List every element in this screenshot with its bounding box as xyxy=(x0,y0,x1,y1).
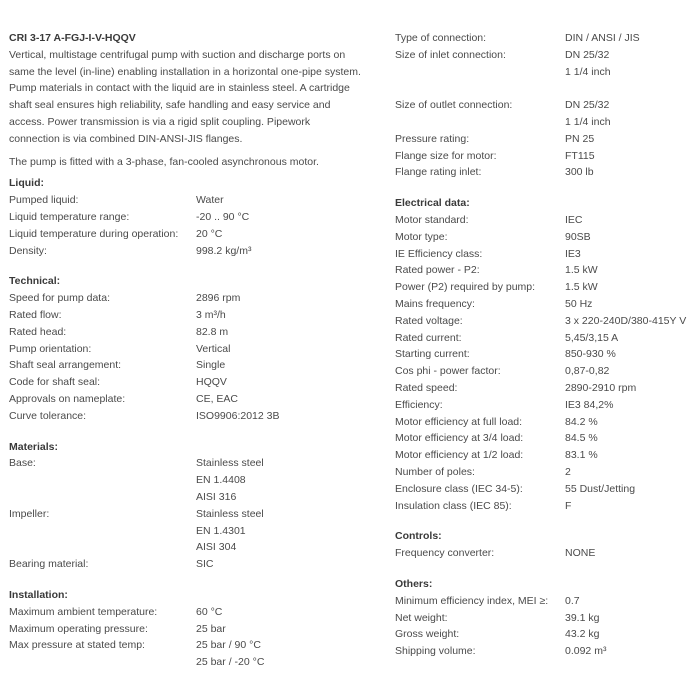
spec-value: 2 xyxy=(565,465,571,478)
spec-row-motor-efficiency-at-full-load xyxy=(395,414,700,431)
spec-row-pumped-liquid xyxy=(9,192,384,209)
spec-values xyxy=(196,455,264,505)
spec-label: Frequency converter: xyxy=(395,547,495,560)
spec-values xyxy=(196,556,214,573)
product-title: CRI 3-17 A-FGJ-I-V-HQQV xyxy=(9,32,136,44)
spec-values xyxy=(565,593,580,610)
spec-values xyxy=(196,192,224,209)
spec-values xyxy=(565,481,635,498)
spec-label: Maximum operating pressure: xyxy=(9,622,148,635)
left-spec-sections xyxy=(9,175,384,671)
left-column xyxy=(9,30,384,671)
spec-row-minimum-efficiency-index-mei xyxy=(395,593,700,610)
spec-row-gross-weight xyxy=(395,626,700,643)
spec-values xyxy=(565,262,598,279)
spec-value: 25 bar / -20 °C xyxy=(196,656,265,669)
spec-value: 0,87-0,82 xyxy=(565,365,610,378)
spec-value: 0.092 m³ xyxy=(565,645,607,658)
spec-label: Rated speed: xyxy=(395,381,458,394)
spec-value: CE, EAC xyxy=(196,392,239,405)
section-title-technical: Technical: xyxy=(9,275,61,288)
spec-label: Starting current: xyxy=(395,348,470,361)
spec-values xyxy=(196,357,225,374)
spec-value: SIC xyxy=(196,558,214,571)
spec-label: Motor efficiency at full load: xyxy=(395,415,523,428)
spec-row-motor-type xyxy=(395,229,700,246)
spec-row-rated-voltage xyxy=(395,313,700,330)
spec-value: 60 °C xyxy=(196,605,223,618)
spec-value: F xyxy=(565,499,572,512)
spec-value: ISO9906:2012 3B xyxy=(196,409,280,422)
spec-row-rated-speed xyxy=(395,380,700,397)
description-line: Pump materials in contact with the liquid are in stainless steel. A cartridge xyxy=(9,82,350,95)
spec-value: IEC xyxy=(565,213,583,226)
spec-value: DIN / ANSI / JIS xyxy=(565,32,640,44)
spec-row-impeller xyxy=(9,506,384,556)
spec-label: Shaft seal arrangement: xyxy=(9,359,122,372)
spec-label: Net weight: xyxy=(395,611,448,624)
spec-row-number-of-poles xyxy=(395,464,700,481)
description-line: Vertical, multistage centrifugal pump with suction and discharge ports on xyxy=(9,48,346,61)
spec-row-cos-phi-power-factor xyxy=(395,363,700,380)
spec-values xyxy=(196,604,222,621)
spec-value: IE3 xyxy=(565,247,581,260)
spec-label: Cos phi - power factor: xyxy=(395,365,501,378)
spec-value: 25 bar xyxy=(196,622,226,635)
spec-label: Power (P2) required by pump: xyxy=(395,281,536,294)
spec-values xyxy=(565,313,686,330)
spec-label: Enclosure class (IEC 34-5): xyxy=(395,482,523,495)
spec-label: Speed for pump data: xyxy=(9,292,110,305)
spec-values xyxy=(565,363,609,380)
spec-values xyxy=(196,341,230,358)
spec-value: DN 25/32 xyxy=(565,48,610,61)
spec-values xyxy=(196,226,222,243)
spec-value: 300 lb xyxy=(565,166,594,179)
spec-value: 39.1 kg xyxy=(565,611,600,624)
spec-row-maximum-ambient-temperature xyxy=(9,604,384,621)
spec-label: Code for shaft seal: xyxy=(9,376,101,389)
right-column xyxy=(395,30,700,660)
product-description xyxy=(9,47,384,148)
spec-label: Max pressure at stated temp: xyxy=(9,639,145,652)
spec-label: Motor type: xyxy=(395,230,448,243)
spec-values xyxy=(196,209,249,226)
spec-row-base xyxy=(9,455,384,505)
spec-row-maximum-operating-pressure xyxy=(9,621,384,638)
spec-value: IE3 84,2% xyxy=(565,398,614,411)
spec-row-bearing-material xyxy=(9,556,384,573)
spec-values xyxy=(196,621,226,638)
spec-value: 82.8 m xyxy=(196,325,229,338)
spec-label: Minimum efficiency index, MEI ≥: xyxy=(395,594,549,607)
spec-row-mains-frequency xyxy=(395,296,700,313)
spec-values xyxy=(565,545,595,562)
spec-values xyxy=(565,498,571,515)
spec-label: Number of poles: xyxy=(395,465,475,478)
spec-label: Flange rating inlet: xyxy=(395,166,482,179)
spec-row-flange-rating-inlet xyxy=(395,164,700,181)
spec-values xyxy=(196,243,251,260)
spec-values xyxy=(196,408,279,425)
spec-value: 1 1/4 inch xyxy=(565,65,611,78)
spec-row-enclosure-class-iec-34-5 xyxy=(395,481,700,498)
spec-values xyxy=(565,447,598,464)
spec-value: PN 25 xyxy=(565,132,595,145)
spec-label: Maximum ambient temperature: xyxy=(9,605,158,618)
spec-row-pump-orientation xyxy=(9,341,384,358)
spec-values xyxy=(565,626,599,643)
spec-values xyxy=(565,229,591,246)
spec-value: 2890-2910 rpm xyxy=(565,381,637,394)
spec-row-motor-efficiency-at-1-2-load xyxy=(395,447,700,464)
spec-value: Stainless steel xyxy=(196,457,264,470)
spec-label: Rated current: xyxy=(395,331,462,344)
section-title-controls: Controls: xyxy=(395,530,442,543)
spec-value: 1 1/4 inch xyxy=(565,115,611,128)
description-line: same the level (in-line) enabling installation in a horizontal one-pipe system. xyxy=(9,65,361,78)
spec-row-type-of-connection xyxy=(395,30,700,47)
spec-value: EN 1.4408 xyxy=(196,474,246,487)
spec-label: Curve tolerance: xyxy=(9,409,87,422)
spec-row-max-pressure-at-stated-temp xyxy=(9,637,384,671)
spec-row-size-of-outlet-connection xyxy=(395,97,700,131)
spec-row-code-for-shaft-seal xyxy=(9,374,384,391)
spec-values xyxy=(565,610,599,627)
spec-values xyxy=(196,506,264,556)
section-title-electrical-data: Electrical data: xyxy=(395,197,470,210)
spec-value: 0.7 xyxy=(565,594,580,607)
spec-label: Type of connection: xyxy=(395,32,487,44)
spec-row-shaft-seal-arrangement xyxy=(9,357,384,374)
spec-row-rated-flow xyxy=(9,307,384,324)
spec-label: Impeller: xyxy=(9,507,50,520)
spec-row-rated-head xyxy=(9,324,384,341)
spec-values xyxy=(565,30,640,47)
spec-label: Base: xyxy=(9,457,36,470)
spec-label: Rated voltage: xyxy=(395,314,463,327)
spec-value: 84.5 % xyxy=(565,432,598,445)
spec-values xyxy=(565,296,592,313)
spec-row-motor-standard xyxy=(395,212,700,229)
description-line: access. Power transmission is via a rigid split coupling. Pipework xyxy=(9,115,311,128)
spec-values xyxy=(565,246,581,263)
spec-values xyxy=(565,330,618,347)
spec-values xyxy=(565,97,611,131)
spec-values xyxy=(196,290,240,307)
spec-value: 20 °C xyxy=(196,227,223,240)
spec-row-curve-tolerance xyxy=(9,408,384,425)
spec-values xyxy=(565,47,611,81)
right-spec-sections xyxy=(395,30,700,660)
spec-values xyxy=(565,643,606,660)
spec-row-density xyxy=(9,243,384,260)
spec-value: 43.2 kg xyxy=(565,628,600,641)
spec-row-speed-for-pump-data xyxy=(9,290,384,307)
spec-value: EN 1.4301 xyxy=(196,524,246,537)
spec-values xyxy=(565,397,613,414)
spec-values xyxy=(565,148,595,165)
spec-value: 3 x 220-240D/380-415Y V xyxy=(565,314,687,327)
spec-values xyxy=(565,430,598,447)
spec-values xyxy=(196,307,226,324)
description-line: shaft seal ensures high reliability, safe handling and easy service and xyxy=(9,99,331,112)
spec-values xyxy=(565,212,583,229)
description-line: connection is via combined DIN-ANSI-JIS flanges. xyxy=(9,132,243,145)
spec-row-ie-efficiency-class xyxy=(395,246,700,263)
spec-label: Motor efficiency at 1/2 load: xyxy=(395,449,524,462)
spec-label: IE Efficiency class: xyxy=(395,247,483,260)
spec-row-flange-size-for-motor xyxy=(395,148,700,165)
section-title-others: Others: xyxy=(395,577,433,590)
spec-label: Motor standard: xyxy=(395,213,469,226)
spec-label: Motor efficiency at 3/4 load: xyxy=(395,432,524,445)
spec-label: Mains frequency: xyxy=(395,297,475,310)
spec-label: Size of inlet connection: xyxy=(395,48,506,61)
spec-value: Single xyxy=(196,359,226,372)
spec-row-insulation-class-iec-85 xyxy=(395,498,700,515)
spec-value: 90SB xyxy=(565,230,591,243)
spec-value: 84.2 % xyxy=(565,415,598,428)
spec-row-approvals-on-nameplate xyxy=(9,391,384,408)
spec-row-shipping-volume xyxy=(395,643,700,660)
spec-values xyxy=(196,391,238,408)
spec-row-frequency-converter xyxy=(395,545,700,562)
spec-value: 83.1 % xyxy=(565,449,598,462)
spec-value: 3 m³/h xyxy=(196,308,226,321)
section-title-liquid: Liquid: xyxy=(9,177,44,190)
spec-row-size-of-inlet-connection xyxy=(395,47,700,81)
spec-row-power-p2-required-by-pump xyxy=(395,279,700,296)
spec-label: Size of outlet connection: xyxy=(395,99,513,112)
spec-label: Density: xyxy=(9,244,47,257)
spec-values xyxy=(565,346,616,363)
spec-label: Liquid temperature during operation: xyxy=(9,227,179,240)
spec-label: Gross weight: xyxy=(395,628,460,641)
spec-label: Rated power - P2: xyxy=(395,264,480,277)
spec-row-net-weight xyxy=(395,610,700,627)
spec-label: Approvals on nameplate: xyxy=(9,392,126,405)
spec-value: NONE xyxy=(565,547,596,560)
spec-row-pressure-rating xyxy=(395,131,700,148)
section-title-installation: Installation: xyxy=(9,588,68,601)
spec-label: Efficiency: xyxy=(395,398,443,411)
spec-value: AISI 316 xyxy=(196,490,237,503)
spec-label: Pump orientation: xyxy=(9,342,92,355)
spec-value: 2896 rpm xyxy=(196,292,241,305)
motor-note: The pump is fitted with a 3-phase, fan-cooled asynchronous motor. xyxy=(9,155,319,168)
spec-row-liquid-temperature-during-operation xyxy=(9,226,384,243)
spec-label: Insulation class (IEC 85): xyxy=(395,499,512,512)
section-title-materials: Materials: xyxy=(9,440,59,453)
spec-values xyxy=(196,324,228,341)
spec-value: FT115 xyxy=(565,149,595,162)
spec-value: 55 Dust/Jetting xyxy=(565,482,636,495)
spec-value: 850-930 % xyxy=(565,348,616,361)
spec-values xyxy=(565,464,571,481)
spec-value: Water xyxy=(196,194,224,207)
spec-value: -20 .. 90 °C xyxy=(196,210,250,223)
spec-row-rated-power-p2 xyxy=(395,262,700,279)
spec-label: Shipping volume: xyxy=(395,645,476,658)
spec-value: 1.5 kW xyxy=(565,281,598,294)
spec-values xyxy=(565,131,594,148)
spec-value: 50 Hz xyxy=(565,297,593,310)
spec-label: Flange size for motor: xyxy=(395,149,497,162)
spec-values xyxy=(565,414,598,431)
spec-values xyxy=(565,279,598,296)
spec-value: HQQV xyxy=(196,376,227,389)
spec-label: Pressure rating: xyxy=(395,132,470,145)
spec-value: AISI 304 xyxy=(196,541,237,554)
spec-values xyxy=(565,380,636,397)
spec-row-efficiency xyxy=(395,397,700,414)
spec-values xyxy=(565,164,594,181)
spec-label: Rated head: xyxy=(9,325,67,338)
spec-value: DN 25/32 xyxy=(565,99,610,112)
spec-label: Bearing material: xyxy=(9,558,89,571)
spec-row-liquid-temperature-range xyxy=(9,209,384,226)
spec-label: Rated flow: xyxy=(9,308,62,321)
spec-label: Liquid temperature range: xyxy=(9,210,130,223)
spec-values xyxy=(196,374,227,391)
spec-value: 5,45/3,15 A xyxy=(565,331,619,344)
spec-row-motor-efficiency-at-3-4-load xyxy=(395,430,700,447)
spec-value: 998.2 kg/m³ xyxy=(196,244,252,257)
spec-label: Pumped liquid: xyxy=(9,194,79,207)
spec-value: Vertical xyxy=(196,342,231,355)
spec-value: Stainless steel xyxy=(196,507,264,520)
spec-value: 25 bar / 90 °C xyxy=(196,639,261,652)
spec-values xyxy=(196,637,264,671)
spec-value: 1.5 kW xyxy=(565,264,598,277)
spec-row-starting-current xyxy=(395,346,700,363)
spec-row-rated-current xyxy=(395,330,700,347)
